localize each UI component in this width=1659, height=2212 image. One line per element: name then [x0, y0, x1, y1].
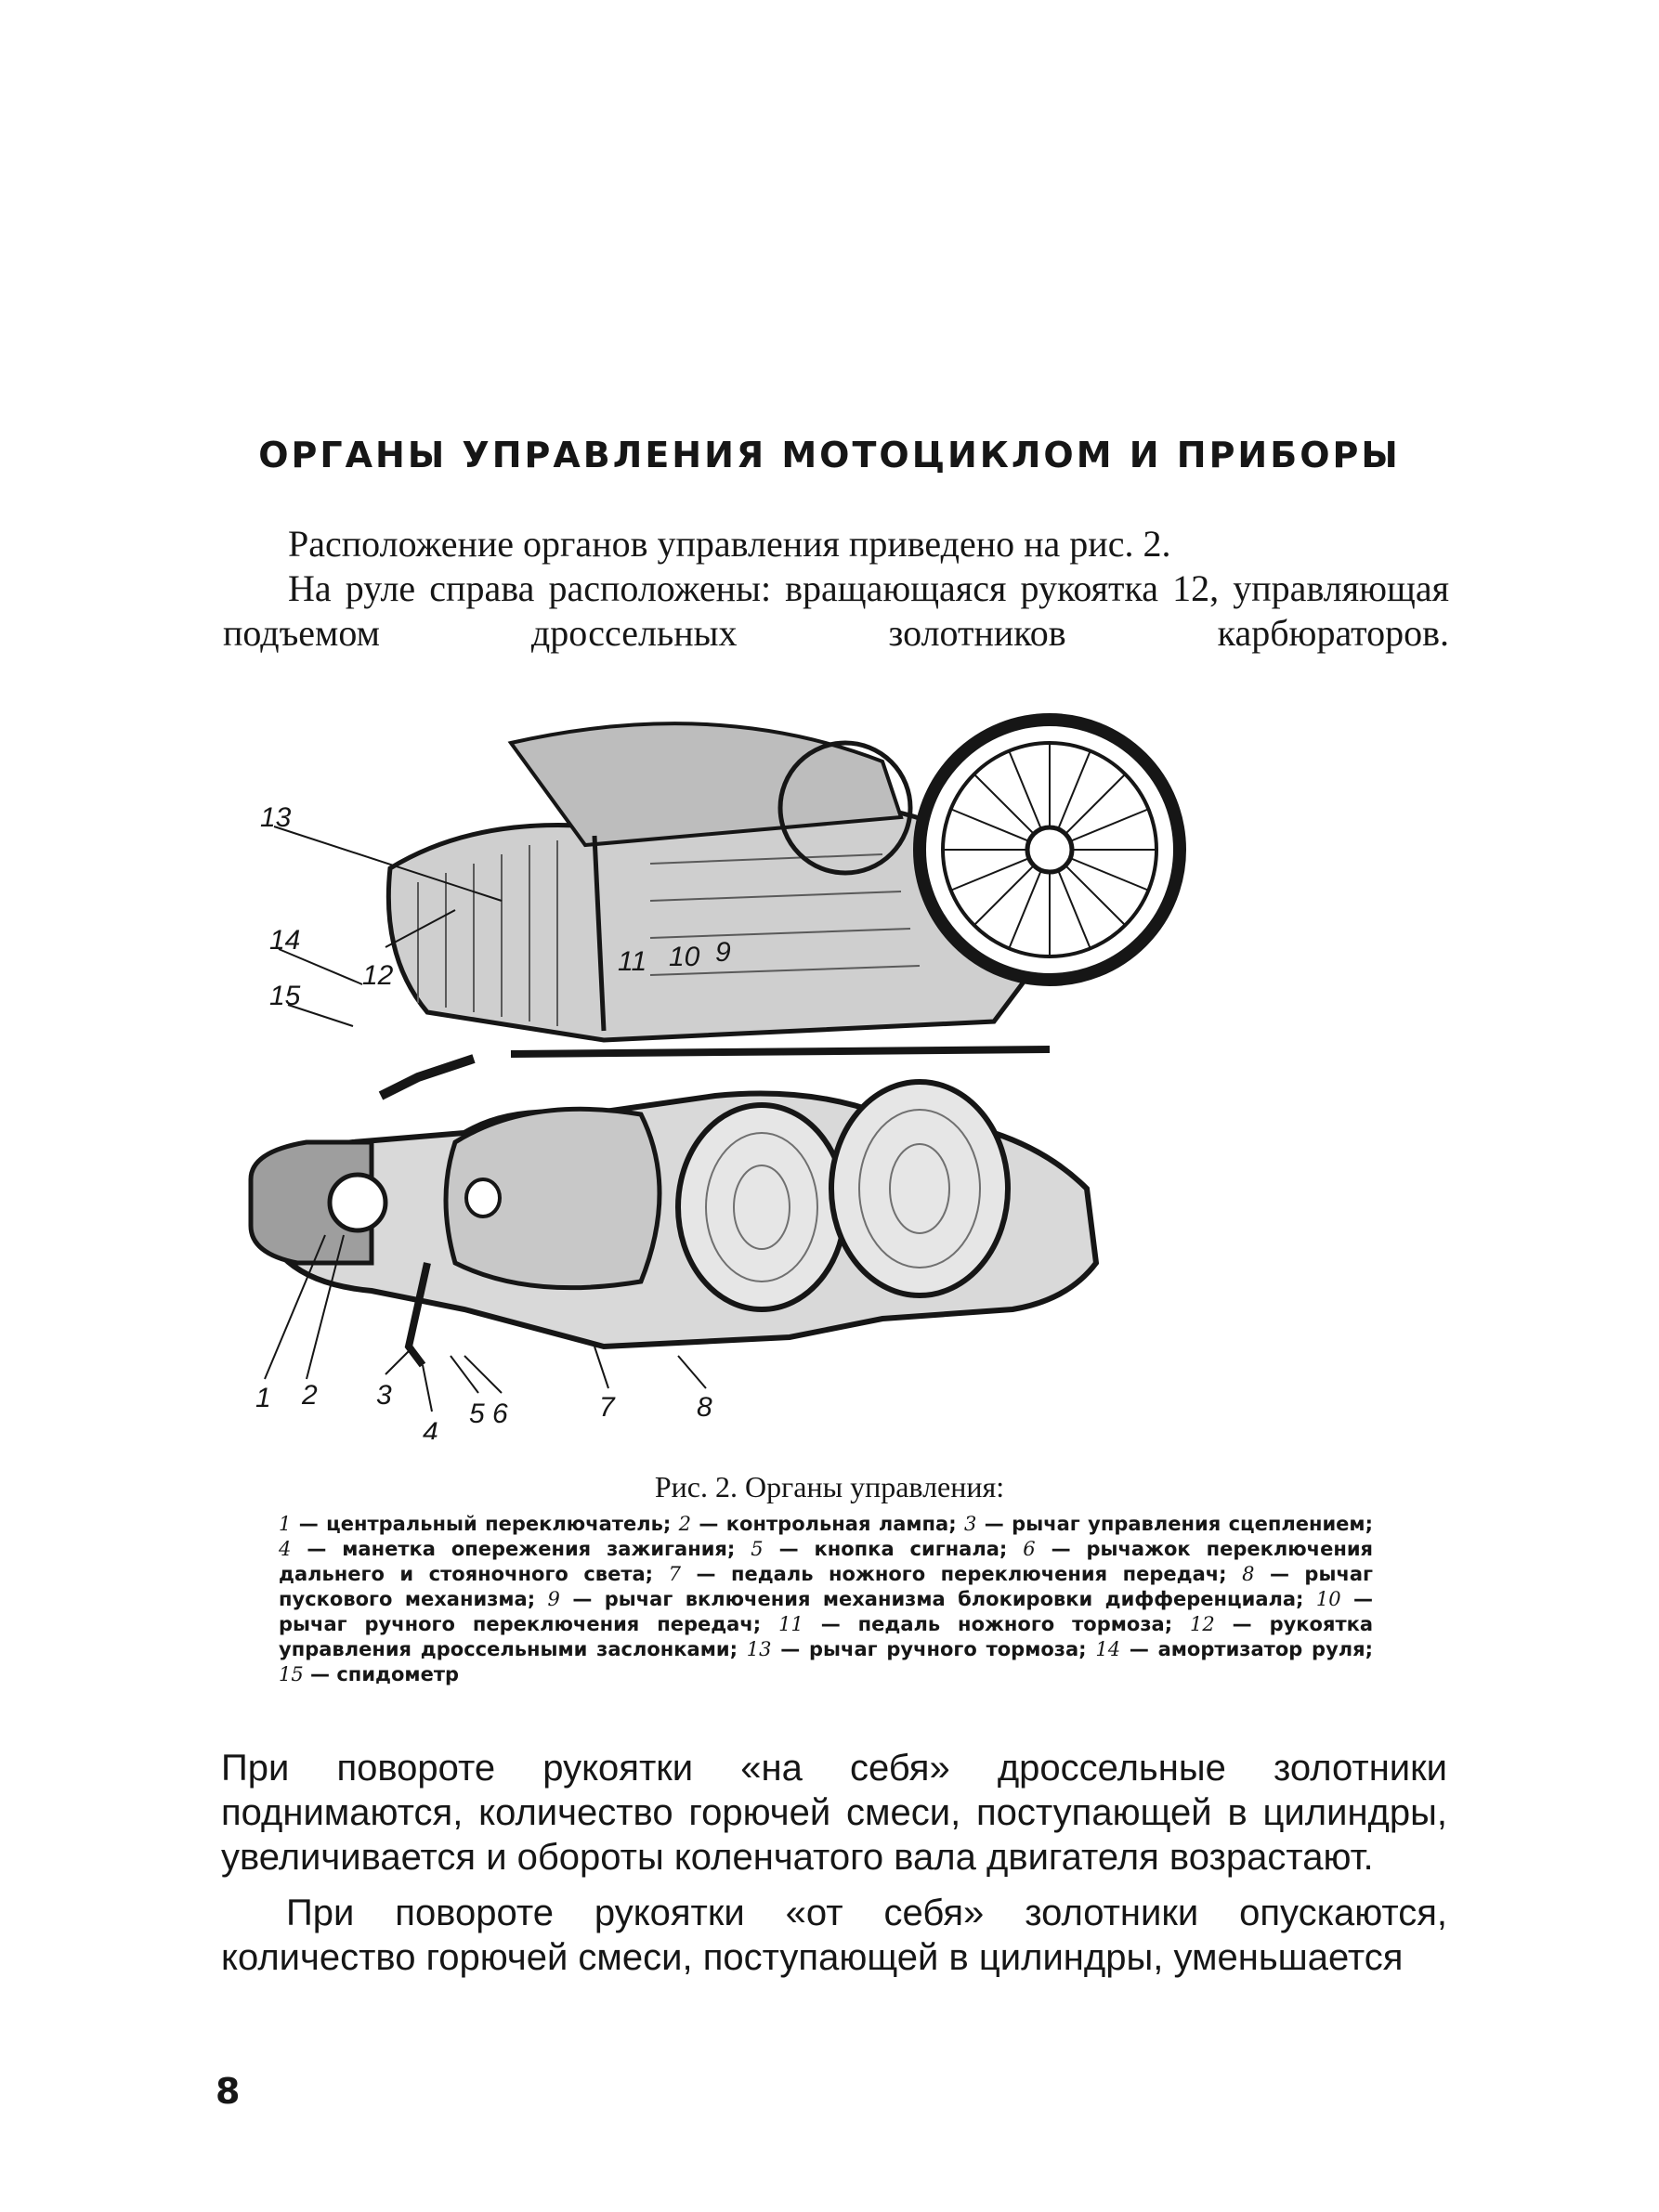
legend-num: 10 [1315, 1588, 1341, 1610]
legend-num: 9 [547, 1588, 560, 1610]
legend-num: 8 [1242, 1563, 1255, 1585]
figure-label-13: 13 [260, 802, 292, 833]
body-text [221, 1746, 1447, 1991]
body-paragraph-1: При повороте рукоятки «на себя» дроссельные золотники поднимаются, количество горючей смеси, поступающей в цилиндры, увеличивается и обороты коленчатого вала двигателя возрастают. [221, 1748, 1447, 1878]
figure-label-8: 8 [697, 1392, 712, 1423]
figure-label-1: 1 [255, 1383, 271, 1413]
legend-text: — педаль ножного переключения передач; [696, 1563, 1227, 1585]
legend-num: 13 [746, 1638, 772, 1660]
legend-num: 6 [1023, 1538, 1036, 1560]
legend-num: 11 [778, 1613, 803, 1635]
legend-num: 4 [279, 1538, 292, 1560]
figure-label-6: 6 [492, 1399, 508, 1429]
legend-num: 3 [964, 1513, 977, 1535]
body-paragraph-2: При повороте рукоятки «от себя» золотники опускаются, количество горючей смеси, поступающей в цилиндры, уменьшается [221, 1893, 1447, 1978]
section-heading: ОРГАНЫ УПРАВЛЕНИЯ МОТОЦИКЛОМ И ПРИБОРЫ [258, 435, 1401, 475]
motorcycle-with-sidecar-icon [232, 706, 1254, 1439]
figure-label-15: 15 [269, 981, 301, 1011]
legend-text: — контрольная лампа; [699, 1513, 957, 1535]
legend-num: 15 [279, 1663, 304, 1685]
legend-text: — рычаг ручного переключения передач; [279, 1588, 1373, 1635]
legend-text: — рычаг включения механизма блокировки дифференциала; [572, 1588, 1304, 1610]
figure-caption-legend [279, 1512, 1373, 1687]
legend-num: 12 [1190, 1613, 1215, 1635]
figure-label-5: 5 [469, 1399, 485, 1429]
legend-text: — рычажок переключения дальнего и стояночного света; [279, 1538, 1374, 1585]
legend-text: — амортизатор руля; [1129, 1638, 1374, 1660]
legend-text: — спидометр [310, 1663, 460, 1685]
legend-text: — рычаг пускового механизма; [279, 1563, 1374, 1610]
intro-paragraph-1: Расположение органов управления приведено на рис. 2. [288, 523, 1171, 565]
figure-label-10: 10 [669, 942, 700, 972]
figure-label-14: 14 [269, 925, 301, 956]
figure-label-4: 4 [423, 1417, 438, 1439]
figure-label-2: 2 [302, 1380, 318, 1411]
legend-num: 5 [751, 1538, 764, 1560]
figure-label-9: 9 [715, 937, 731, 968]
legend-text: — манетка опережения зажигания; [307, 1538, 736, 1560]
figure-label-7: 7 [599, 1392, 615, 1423]
legend-num: 2 [678, 1513, 692, 1535]
figure-caption-title: Рис. 2. Органы управления: [654, 1470, 1005, 1503]
intro-text [223, 522, 1449, 656]
legend-num: 14 [1095, 1638, 1121, 1660]
legend-text: — центральный переключатель; [298, 1513, 672, 1535]
legend-num: 7 [668, 1563, 681, 1585]
legend-num: 1 [279, 1513, 292, 1535]
legend-text: — рычаг ручного тормоза; [780, 1638, 1087, 1660]
legend-text: — рычаг управления сцеплением; [984, 1513, 1373, 1535]
page-number: 8 [216, 2071, 241, 2112]
legend-text: — педаль ножного тормоза; [820, 1613, 1173, 1635]
figure-label-12: 12 [362, 960, 394, 991]
motorcycle-figure [232, 706, 1254, 1439]
figure-label-3: 3 [376, 1380, 392, 1411]
intro-paragraph-2: На руле справа расположены: вращающаяся рукоятка 12, управляющая подъемом дроссельных золотников карбюраторов. [223, 567, 1449, 654]
legend-text: — рукоятка управления дроссельными заслонками; [279, 1613, 1374, 1660]
legend-text: — кнопка сигнала; [778, 1538, 1008, 1560]
figure-label-11: 11 [618, 946, 647, 977]
